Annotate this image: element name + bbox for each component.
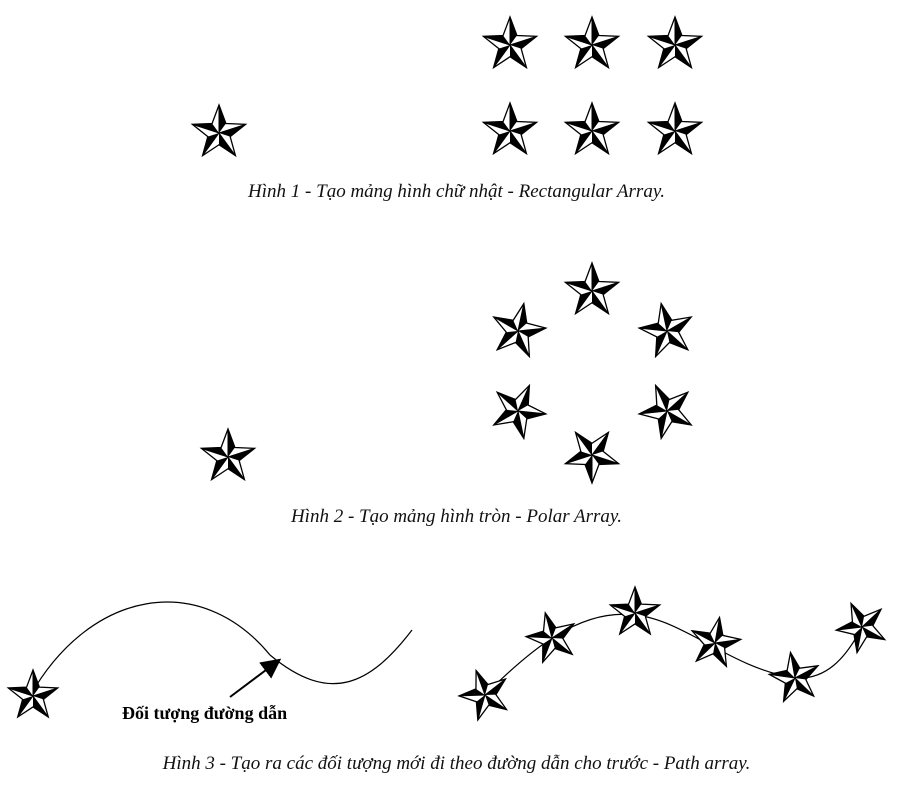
star-icon [483,17,536,68]
star-icon [565,263,618,314]
star-icon [610,587,659,634]
fig1-source-star [192,105,245,156]
star-icon [459,671,507,720]
figure3-caption: Hình 3 - Tạo ra các đối tượng mới đi theo đường dẫn cho trước - Path array. [162,753,751,774]
star-icon [526,613,574,662]
figure1-caption: Hình 1 - Tạo mảng hình chữ nhật - Rectangular Array. [248,181,665,202]
fig3-path-array [459,587,885,720]
fig3-source-star [8,670,57,717]
fig3-source-path-curve [30,602,412,696]
star-icon [692,617,741,666]
star-icon [494,304,546,357]
star-icon [648,17,701,68]
star-icon [201,429,254,480]
star-icon [639,385,691,438]
path-object-label: Đối tượng đường dẫn [122,703,288,723]
arrow-icon [230,661,278,697]
star-icon [565,432,618,483]
star-icon [483,103,536,154]
fig2-source-star [201,429,254,480]
star-icon [836,603,885,652]
star-icon [192,105,245,156]
star-icon [8,670,57,717]
figure2-caption: Hình 2 - Tạo mảng hình tròn - Polar Array. [290,506,623,527]
star-icon [565,17,618,68]
fig2-polar-array [494,263,691,483]
star-icon [648,103,701,154]
star-icon [494,385,546,438]
fig1-rectangular-array [483,17,701,154]
star-icon [565,103,618,154]
star-icon [639,304,691,357]
